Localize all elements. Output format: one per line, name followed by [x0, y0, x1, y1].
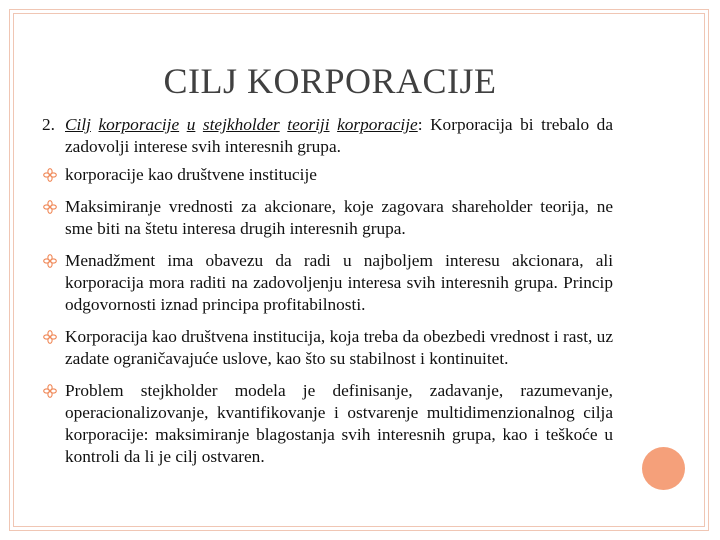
bullet-text: Problem stejkholder modela je definisanje, zadavanje, razumevanje, operacionalizovanje, kvantifikovanje i ostvarenje multidimenzionalnog cilja korporacije: maksimiranje blagostanja svih interesnih grupa, kao i teškoće u kontroli da li je cilj ostvaren. [65, 381, 613, 466]
intro-item [42, 114, 613, 158]
bullet-item [42, 250, 613, 316]
bullet-text: Menadžment ima obavezu da radi u najboljem interesu akcionara, ali korporacija mora raditi na zadovoljenju interesa svih interesnih grupa. Princip odgovornosti iznad principa profitabilnosti. [65, 251, 613, 314]
bullet-item [42, 164, 613, 186]
intro-text: : Korporacija bi trebalo da zadovolji interese svih interesnih grupa. [65, 115, 613, 156]
bullet-text: korporacije kao društvene institucije [65, 165, 317, 184]
decorative-circle [642, 447, 685, 490]
bullet-text: Maksimiranje vrednosti za akcionare, koje zagovara shareholder teorija, ne sme biti na štetu interesa drugih interesnih grupa. [65, 197, 613, 238]
bullet-text: Korporacija kao društvena institucija, koja treba da obezbedi vrednost i rast, uz zadate ograničavajuće uslove, kao što su stabilnost i kontinuitet. [65, 327, 613, 368]
four-petal-flower-icon [43, 384, 57, 398]
four-petal-flower-icon [43, 330, 57, 344]
item-number: 2. [42, 115, 55, 134]
four-petal-flower-icon [43, 254, 57, 268]
bullet-item [42, 326, 613, 370]
intro-heading: Cilj korporacije u stejkholder teoriji korporacije [65, 115, 418, 134]
bullet-item [42, 380, 613, 468]
four-petal-flower-icon [43, 168, 57, 182]
four-petal-flower-icon [43, 200, 57, 214]
bullet-item [42, 196, 613, 240]
slide-title: CILJ KORPORACIJE [163, 61, 497, 101]
slide-content [42, 114, 613, 478]
